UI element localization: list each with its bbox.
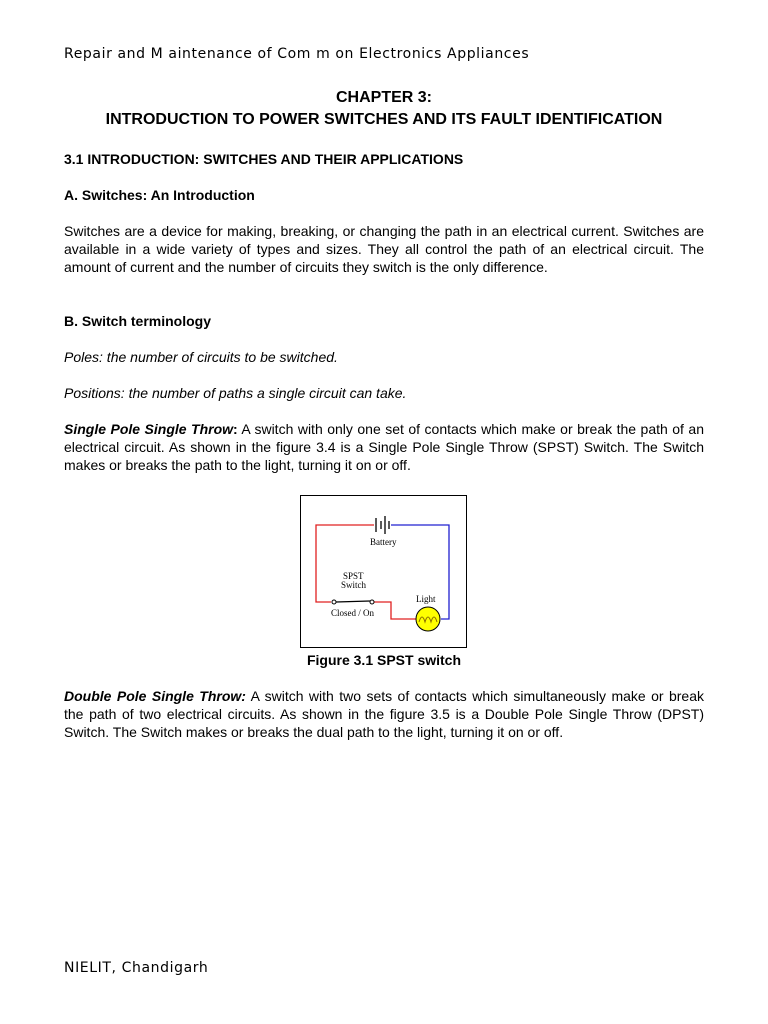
spst-paragraph xyxy=(64,420,704,474)
running-header: Repair and M aintenance of Com m on Electronics Appliances xyxy=(64,46,530,62)
switch-label-line-2: Switch xyxy=(341,580,367,590)
spst-body: A switch with only one set of contacts which make or break the path of an electrical circuit. As shown in the figure 3.4 is a Single Pole Single Throw (SPST) Switch. The Switch makes or breaks the path to the light, turning it on or off. xyxy=(64,421,704,473)
section-heading: 3.1 INTRODUCTION: SWITCHES AND THEIR APPLICATIONS xyxy=(64,151,464,167)
subsection-a-heading: A. Switches: An Introduction xyxy=(64,187,255,203)
spst-colon: : xyxy=(233,421,238,437)
switch-label-line-1: SPST xyxy=(343,571,364,581)
chapter-title: INTRODUCTION TO POWER SWITCHES AND ITS FAULT IDENTIFICATION xyxy=(105,111,663,128)
subsection-b-heading: B. Switch terminology xyxy=(64,313,212,329)
positive-wire xyxy=(316,525,416,619)
positions-definition: Positions: the number of paths a single circuit can take. xyxy=(64,385,407,401)
dpst-term: Double Pole Single Throw: xyxy=(64,688,246,704)
dpst-paragraph xyxy=(64,687,704,741)
dpst-body: A switch with two sets of contacts which simultaneously make or break the path of two electrical circuits. As shown in the figure 3.5 is a Double Pole Single Throw (DPST) Switch. The Switch makes or breaks the dual path to the light, turning it on or off. xyxy=(64,688,704,740)
battery-icon xyxy=(376,516,389,534)
chapter-number: CHAPTER 3: xyxy=(335,89,432,106)
light-label: Light xyxy=(416,594,436,604)
switch-state-label: Closed / On xyxy=(331,608,375,618)
switch-icon xyxy=(332,600,374,604)
spst-circuit-diagram xyxy=(301,496,466,647)
light-bulb-icon xyxy=(416,607,440,631)
subsection-a-body: Switches are a device for making, breaking, or changing the path in an electrical current. Switches are available in a wide variety of types and sizes. They all control the path of an electrical circuit. The amount of current and the number of circuits they switch is the only difference. xyxy=(64,223,704,275)
spst-term: Single Pole Single Throw xyxy=(64,421,234,437)
spst-figure xyxy=(300,495,467,648)
poles-definition: Poles: the number of circuits to be switched. xyxy=(64,349,338,365)
figure-caption: Figure 3.1 SPST switch xyxy=(306,652,462,668)
battery-label: Battery xyxy=(370,537,397,547)
negative-wire xyxy=(391,525,449,619)
footer-org: NIELIT, Chandigarh xyxy=(64,960,209,976)
